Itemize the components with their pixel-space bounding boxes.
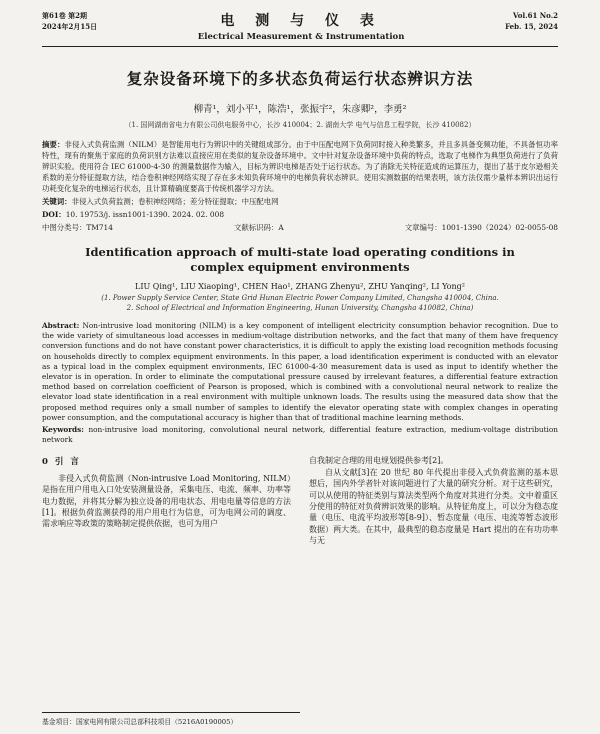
document-code: 文献标识码：A — [233, 223, 284, 232]
keywords-cn — [42, 196, 558, 207]
intro-paragraph-right-continuation: 自我制定合理的用电规划提供参考[2]。 — [309, 456, 449, 466]
header-volume-en: Vol.61 No.2 — [513, 11, 558, 20]
keywords-en — [42, 425, 558, 445]
abstract-en-text: Non-intrusive load monitoring (NILM) is a key component of intelligent electricity consumption behavior recognition. Due to the wide variety of simultaneous load accesses in medium-voltage distribution networks, and the fact that many of them have frequency conversion functions and do not have constant power characteristics, it is difficult to apply the existing load recognition methods focusing on households directly to complex equipment environments. In this paper, a load identification experiment is conducted with an elevator as a typical load in the complex equipment environments, IEC 61000-4-30 measurement data is used as input to identify whether the elevator is in operation. In order to eliminate the computational pressure caused by irrelevant features, a differential feature extraction method based on correlation coefficient of Pearson is proposed, which is combined with a convolutional neural network to realize the elevator load state identification in a real environment with multiple unknown loads. The results using the measured data show that the proposed method requires only a small number of samples to identify the elevator operating state with complex changes in operating power consumption, and the computational accuracy is higher than that of traditional machine learning methods. — [42, 321, 558, 422]
header-date-en: Feb. 15, 2024 — [505, 22, 558, 31]
keywords-en-text: non-intrusive load monitoring, convolutional neural network, differential feature extraction, medium-voltage distribution network — [42, 425, 558, 445]
header-vol-block — [505, 10, 558, 32]
authors-en: LIU Qing¹, LIU Xiaoping¹, CHEN Hao¹, ZHANG Zhenyu², ZHU Yanqing², LI Yong² — [135, 282, 465, 291]
keywords-en-label: Keywords: — [42, 425, 84, 435]
abstract-en-label: Abstract: — [42, 321, 80, 330]
abstract-cn — [42, 139, 558, 194]
doi-label: DOI： — [42, 210, 66, 219]
body-columns — [42, 455, 558, 546]
paper-title-en: Identification approach of multi-state load operating conditions in complex equipment environments — [85, 245, 515, 274]
intro-paragraph-left: 非侵入式负荷监测（Non-intrusive Load Monitoring, NILM）是指在用户用电入口处安装测量设备，采集电压、电流、频率、功率等电力数据，并将其分解为独立设备的用电状态、用电电量等信息的方法[1]。根据负荷监测获得的用户用电行为信息，可为电网公司的调度、需求响应等政策的策略制定提供依据，也可为用户 — [42, 473, 291, 529]
article-number: 文章编号：1001-1390（2024）02-0055-08 — [404, 223, 558, 232]
journal-header — [42, 10, 558, 42]
header-date-cn: 2024年2月15日 — [42, 22, 98, 31]
affiliation-cn: （1. 国网湖南省电力有限公司供电服务中心，长沙 410004；2. 湖南大学 电气与信息工程学院，长沙 410082） — [124, 121, 476, 129]
keywords-cn-text: 非侵入式负荷监测；卷积神经网络；差分特征提取；中压配电网 — [71, 197, 279, 206]
abstract-cn-text: 非侵入式负荷监测（NILM）是智能用电行为辨识中的关键组成部分。由于中压配电网下负荷同时接入种类繁多，并且多具备变频功能，不具备恒功率特性，现有的聚焦于家庭的负荷识别方法难以直接应用在类似的复杂设备环境中。文中针对复杂设备环境中负荷的特点，选取了电梯作为典型负荷进行了负荷辨识实验。使用符合 IEC 61000-4-30 的测量数据作为输入，目标为辨识电梯是否处于运行状态。为了消除无关特征造成的运算压力，提出了基于皮尔逊相关系数的差分特征提取方法，结合卷积神经网络实现了存在多未知负荷环境中的电梯负荷状态辨识。使用实测数据的结果表明，该方法仅需少量样本辨识出运行功耗变化复杂的电梯运行状态，且计算精确度要高于传统机器学习方法。 — [42, 140, 558, 193]
keywords-cn-label: 关键词： — [42, 197, 72, 206]
paper-title-cn: 复杂设备环境下的多状态负荷运行状态辨识方法 — [126, 69, 474, 88]
body-left-column — [42, 455, 291, 546]
clc-number: 中图分类号：TM714 — [42, 223, 113, 232]
header-rule — [42, 46, 558, 47]
header-volume-issue: 第61卷 第2期 — [42, 11, 88, 20]
body-right-column — [309, 455, 558, 546]
doi-line — [42, 209, 558, 220]
abstract-en — [42, 321, 558, 423]
affiliation-en — [42, 294, 558, 313]
meta-line — [42, 222, 558, 233]
journal-title-en: Electrical Measurement & Instrumentation — [197, 32, 405, 42]
intro-paragraph-right: 自从文献[3]在 20 世纪 80 年代提出非侵入式负荷监测的基本思想后，国内外学者针对该问题进行了大量的研究分析。对于这些研究，可以从使用的特征类别与算法类型两个角度对其进行分类。文中着重区分使用的特征对负荷辨识效果的影响。从特征角度上，可以分为稳态度量（电压、电流平均波形等[8-9]）、暂态度量（电压、电流等暂态波形数据）两大类。在其中，最典型的稳态度量是 Hart 提出的在有功功率与无 — [309, 467, 558, 546]
doi-value: 10. 19753/j. issn1001-1390. 2024. 02. 008 — [65, 210, 225, 219]
journal-title-block — [198, 10, 405, 42]
abstract-cn-label: 摘要： — [42, 140, 65, 149]
header-issue-block — [42, 10, 97, 32]
section-heading-0: 0 引 言 — [42, 457, 81, 468]
journal-title-cn: 电 测 与 仪 表 — [220, 13, 382, 29]
affiliation-en-2: 2. School of Electrical and Information Engineering, Hunan University, Changsha 410082, China) — [126, 303, 474, 312]
funding-footnote: 基金项目：国家电网有限公司总部科技项目（5216A0190005） — [42, 712, 300, 726]
affiliation-en-1: (1. Power Supply Service Center, State Grid Hunan Electric Power Company Limited, Changsha 410004, China. — [101, 294, 499, 302]
authors-cn: 柳青¹，刘小平¹，陈浩¹，张振宇²，朱彦卿²，李勇² — [193, 104, 407, 115]
